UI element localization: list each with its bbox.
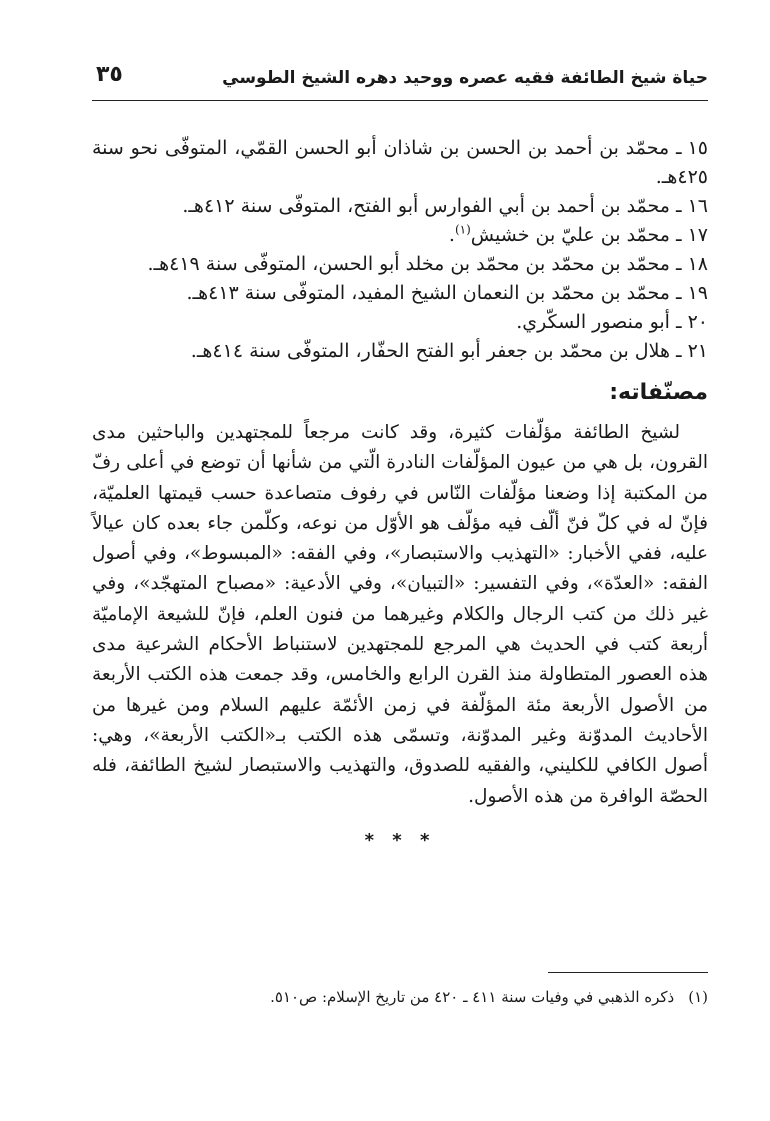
list-item-text: ـ محمّد بن عليّ بن خشيش [470,224,682,246]
list-item-number: ٢١ [687,340,708,362]
list-item-text: ـ محمّد بن أحمد بن الحسن بن شاذان أبو الحسن القمّي، المتوفّى نحو سنة ٤٢٥هـ. [92,137,708,188]
footnote-text: ذكره الذهبي في وفيات سنة ٤١١ ـ ٤٢٠ من تاريخ الإسلام: ص٥١٠. [270,988,675,1006]
list-item-number: ١٧ [687,224,708,246]
footnote-reference[interactable]: (١) [454,222,471,237]
list-item [92,308,708,337]
list-item [92,279,708,308]
list-item [92,221,708,250]
list-item-number: ١٩ [687,282,708,304]
page-header [92,58,708,101]
section-divider-stars: * * * [364,829,436,851]
list-item-text: ـ هلال بن محمّد بن جعفر أبو الفتح الحفّار، المتوفّى سنة ٤١٤هـ. [190,340,682,362]
list-item-number: ١٥ [687,137,708,159]
section-heading: مصنّفاته: [609,380,708,405]
footnote-divider [548,972,708,973]
page-body [92,134,708,855]
list-item [92,192,708,221]
list-item [92,134,708,192]
section-paragraph: لشيخ الطائفة مؤلّفات كثيرة، وقد كانت مرجعاً للمجتهدين والباحثين مدى القرون، بل هي من عيون المؤلّفات النادرة الّتي من شأنها أن توضع في أعلى رفّ من المكتبة إذا وضعنا مؤلّفات النّاس في رفوف متصاعدة حسب قيمتها العلميّة، فإنّ له في كلّ فنّ ألّف فيه مؤلّف هو الأوّل من نوعه، وكلّمن جاء بعده كان عيالاً عليه، ففي الأخبار: «التهذيب والاستبصار»، وفي الفقه: «المبسوط»، وفي أصول الفقه: «العدّة»، وفي التفسير: «التبيان»، وفي الأدعية: «مصباح المتهجّد»، وفي غير ذلك من كتب الرجال والكلام وغيرهما من فنون العلم، فإنّ للشيعة الإماميّة أربعة كتب في الحديث هي المرجع للمجتهدين لاستنباط الأحكام الشرعية مدى هذه العصور المتطاولة منذ القرن الرابع والخامس، وقد جمعت هذه الكتب الأربعة من الأصول الأربعة مئة المؤلّفة في زمن الأئمّة عليهم السلام ومن غيرها من الأحاديث المدوّنة وغير المدوّنة، وتسمّى هذه الكتب بـ«الكتب الأربعة»، وهي: أصول الكافي للكليني، والفقيه للصدوق، والتهذيب والاستبصار لشيخ الطائفة، فله الحصّة الوافرة من هذه الأصول. [92,422,708,807]
teachers-list [92,134,708,366]
list-item-number: ١٦ [687,195,708,217]
list-item-text: ـ محمّد بن أحمد بن أبي الفوارس أبو الفتح، المتوفّى سنة ٤١٢هـ. [182,195,682,217]
list-item-tail: . [448,224,455,246]
list-item [92,250,708,279]
page-number: ٣٥ [96,62,123,87]
running-title: حياة شيخ الطائفة فقيه عصره ووحيد دهره الشيخ الطوسي [222,68,708,88]
list-item-text: ـ محمّد بن محمّد بن النعمان الشيخ المفيد، المتوفّى سنة ٤١٣هـ. [186,282,682,304]
list-item-text: ـ محمّد بن محمّد بن محمّد بن مخلد أبو الحسن، المتوفّى سنة ٤١٩هـ. [147,253,682,275]
list-item-number: ٢٠ [687,311,708,333]
list-item-text: ـ أبو منصور السكّري. [516,311,682,333]
footnote-number: (١) [688,988,708,1006]
list-item [92,337,708,366]
footnote [92,986,708,1008]
list-item-number: ١٨ [687,253,708,275]
